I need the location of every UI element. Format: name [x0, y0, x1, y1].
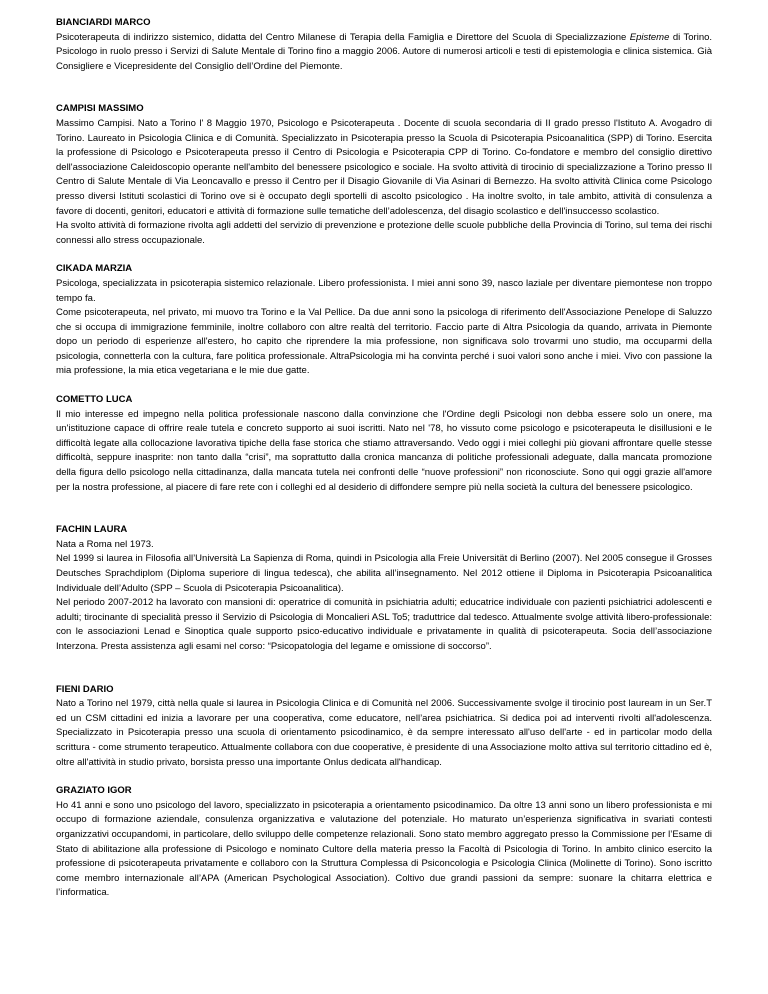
- bio-entry-bianciardi: [56, 16, 712, 74]
- bio-text: Nato a Torino nel 1979, città nella quale si laurea in Psicologia Clinica e di Comunità nel 2006. Successivamente svolge il tirocinio post lauream in un Ser.T ed un CSM cittadini ed inizia a lavorare per una cooperativa, come educatore, nell’area psichiatrica. Si dedica poi ad interventi rivolti all'adolescenza. Specializzato in Psicoterapia presso una scuola di orientamento psicodinamico, è da sempre interessato all'uso dell'arte - ed in particolar modo della scrittura - come strumento terapeutico. Attualmente collabora con due cooperative, è presidente di una Associazione molto attiva sul territorio cittadino ed è, oltre all'attività in studio privato, borsista presso una importante Onlus dedicata all'handicap.: [56, 698, 712, 768]
- bio-name: FIENI DARIO: [56, 683, 114, 695]
- bio-entry-cometto: [56, 393, 712, 495]
- bio-name: CAMPISI MASSIMO: [56, 103, 144, 115]
- bio-name: GRAZIATO IGOR: [56, 785, 132, 797]
- bio-name: CIKADA MARZIA: [56, 263, 133, 275]
- bio-text: Psicologa, specializzata in psicoterapia sistemico relazionale. Libero professionista. I miei anni sono 39, nasco laziale per diventare piemontese non troppo tempo fa.: [56, 277, 712, 304]
- bio-text: Psicoterapeuta di indirizzo sistemico, didatta del Centro Milanese di Terapia della Famiglia e Direttore del Scuola di Specializzazione Episteme di Torino. Psicologo in ruolo presso i Servizi di Salute Mentale di Torino fino a maggio 2006. Autore di numerosi articoli e testi di epistemologia e clinica sistemica. Già Consigliere e Vicepresidente del Consiglio dell’Ordine del Piemonte.: [56, 31, 713, 72]
- bio-entry-campisi: [56, 102, 712, 248]
- bio-text: Massimo Campisi. Nato a Torino l' 8 Maggio 1970, Psicologo e Psicoterapeuta . Docente di scuola secondaria di II grado presso l'Istituto A. Avogadro di Torino. Laureato in Psicologia Clinica e di Comunità. Specializzato in Psicoterapia presso la Scuola di Psicoterapia Psicoanalitica (SPP) di Torino. Esercita la professione di Psicologo e Psicoterapeuta presso il Centro di Psicologia e Psicoterapia CPP di Torino. Co-fondatore e membro del consiglio direttivo dell'associazione Caleidoscopio operante nell'ambito del benessere psicologico e sociale. Ha svolto attività di tirocinio di specializzazione a Torino presso Il Centro di Salute Mentale di Via Leoncavallo e presso il Centro per il Disagio Giovanile di Via Asinari di Bernezzo. Ha svolto attività Clinica come Psicologo presso diversi Istituti scolastici di Torino ove si è occupato degli sportelli di ascolto psicologico . Ha inoltre svolto, in tale ambito, attività di consulenza a favore di docenti, genitori, educatori e attività di formazione sulle tematiche dell’adolescenza, del disagio scolastico e dell'insuccesso scolastico.: [56, 117, 712, 217]
- bio-entry-fieni: [56, 683, 712, 771]
- bio-name: BIANCIARDI MARCO: [56, 17, 151, 28]
- bio-name: COMETTO LUCA: [56, 394, 133, 406]
- bio-entry-fachin: [56, 523, 712, 654]
- bio-text: Ha svolto attività di formazione rivolta agli addetti del servizio di prevenzione e protezione delle scuole pubbliche della Provincia di Torino, sul tema dei rischi connessi allo stress occupazionale.: [56, 220, 712, 246]
- bio-text: Nel periodo 2007-2012 ha lavorato con mansioni di: operatrice di comunità in psichiatria adulti; educatrice individuale con pazienti psichiatrici adolescenti e adulti; tirocinante di specialità presso il Servizio di Psicologia di Moncalieri ASL To5; traduttrice dal tedesco. Attualmente svolge attività libero-professionale: con le associazioni Lenad e Sinoptica quale supporto psico-educativo individuale e privatamente in qualità di psicoterapeuta. Socia dell’associazione Interzona. Presta assistenza agli esami nel corso: “Psicopatologia del legame e omissione di soccorso”.: [56, 597, 712, 652]
- bio-text: Nata a Roma nel 1973.: [56, 538, 154, 550]
- bio-text: Il mio interesse ed impegno nella politica professionale nascono dalla convinzione che l'Ordine degli Psicologi non debba essere solo un onere, ma un'istituzione capace di offrire reale tutela e concreto supporto ai suoi iscritti. Nato nel '78, ho vissuto come psicologo e psicoterapeuta le disillusioni e le difficoltà legate alla collocazione lavorativa tipiche della fase storica che stiamo attraversando. Vedo oggi i miei colleghi più giovani affrontare quelle stesse difficoltà, seppure inasprite: non tanto dalla “crisi”, ma soprattutto dalla cronica mancanza di politiche professionali adeguate, dalla mancata promozione della figura dello psicologo nella cittadinanza, dalla mancata tutela nei confronti delle “nuove professioni” non riconosciute. Sono qui oggi grazie all'amore per la nostra professione, al piacere di fare rete con i colleghi ed al desiderio di diffondere sempre più nella società la cultura del benessere psicologico.: [56, 408, 712, 493]
- bio-text: Ho 41 anni e sono uno psicologo del lavoro, specializzato in psicoterapia a orientamento psicodinamico. Da oltre 13 anni sono un libero professionista e mi occupo di formazione aziendale, consulenza organizzativa e valutazione del potenziale. Ho maturato un’esperienza significativa in svariati contesti organizzativi occupandomi, in particolare, dello sviluppo delle competenze relazionali. Sono stato membro aggregato presso la Commissione per l’Esame di Stato di abilitazione alla professione di Psicologo e nominato Cultore della materia presso la Facoltà di Psicologia di Torino. In ambito clinico esercito la professione di psicoterapeuta privatamente e collaboro con la Struttura Complessa di Psiconcologia e Psicologia Clinica (Molinette di Torino). Sono iscritto come membro internazionale all’APA (American Psychological Association). Coltivo due grandi passioni da sempre: suonare la chitarra elettrica e l’informatica.: [56, 799, 712, 899]
- bio-entry-graziato: [56, 784, 712, 901]
- bio-text: Come psicoterapeuta, nel privato, mi muovo tra Torino e la Val Pellice. Da due anni sono la psicologa di riferimento dell'Associazione Penelope di Saluzzo che si occupa di immigrazione femminile, inoltre collaboro con altre realtà del territorio. Faccio parte di Altra Psicologia da quando, arrivata in Piemonte dopo un periodo di esperienze all'estero, ho capito che riprendere la mia professione, non significava solo trovarmi uno studio, ma occuparmi della psicologia, connetterla con la cultura, fare politica professionale. AltraPsicologia mi ha convinta perché i suoi valori sono anche i miei. Vivo con passione la mia professione, la mia etica vegetariana e le mie due gatte.: [56, 307, 712, 377]
- bio-entry-cikada: [56, 262, 712, 379]
- bio-name: FACHIN LAURA: [56, 524, 128, 536]
- bio-text: Nel 1999 si laurea in Filosofia all’Università La Sapienza di Roma, quindi in Psicologia alla Freie Universität di Berlino (2007). Nel 2005 consegue il Grosses Deutsches Sprachdiplom (Diploma superiore di lingua tedesca), che abilita all’insegnamento. Nel 2012 ottiene il Diploma in Psicoterapia Psicoanalitica Individuale dell’Adulto (SPP – Scuola di Psicoterapia Psicoanalitica).: [56, 553, 712, 594]
